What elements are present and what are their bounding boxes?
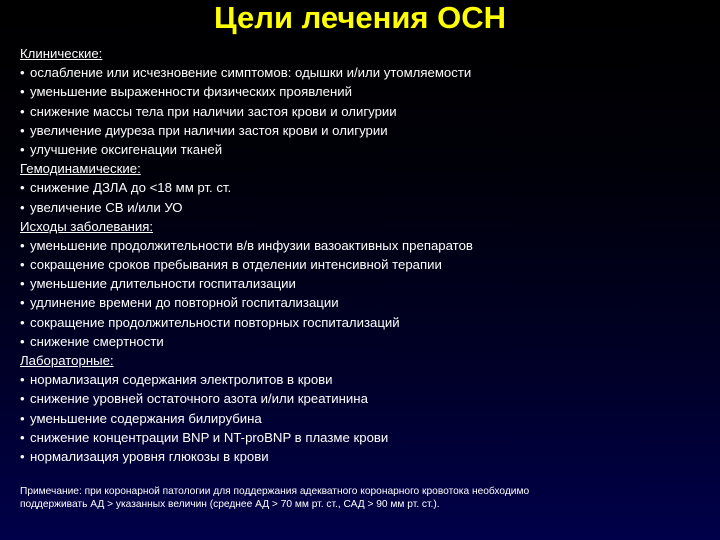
list-item: • удлинение времени до повторной госпитализации	[20, 293, 710, 312]
bullet-icon: •	[20, 141, 25, 157]
bullet-icon: •	[20, 372, 25, 388]
bullet-icon: •	[20, 199, 25, 215]
list-item: • уменьшение продолжительности в/в инфузии вазоактивных препаратов	[20, 236, 710, 255]
bullet-icon: •	[20, 103, 25, 119]
list-item: • увеличение диуреза при наличии застоя крови и олигурии	[20, 121, 710, 140]
bullet-icon: •	[20, 257, 25, 273]
section-title-outcomes: Исходы заболевания:	[20, 218, 154, 234]
bullet-icon: •	[20, 122, 25, 138]
slide-title: Цели лечения ОСН	[214, 0, 506, 35]
list-item: • уменьшение длительности госпитализации	[20, 274, 710, 293]
list-item: • нормализация содержания электролитов в крови	[20, 370, 710, 389]
bullet-icon: •	[20, 333, 25, 349]
section-title-clinical: Клинические:	[20, 46, 103, 61]
list-item: • уменьшение содержания билирубина	[20, 409, 710, 428]
section-title-laboratory: Лабораторные:	[20, 353, 114, 368]
bullet-icon: •	[20, 65, 25, 81]
bullet-icon: •	[20, 237, 25, 253]
footnote-line: Примечание: при коронарной патологии для поддержания адекватного коронарного кровотока необходимо	[20, 486, 530, 497]
list-item: • уменьшение выраженности физических проявлений	[20, 82, 710, 101]
bullet-icon: •	[20, 429, 25, 445]
list-item: • снижение массы тела при наличии застоя крови и олигурии	[20, 102, 710, 121]
bullet-icon: •	[20, 410, 25, 426]
list-item: • увеличение СВ и/или УО	[20, 198, 710, 217]
bullet-icon: •	[20, 180, 25, 196]
list-item: • снижение смертности	[20, 332, 710, 351]
bullet-icon: •	[20, 391, 25, 407]
list-item: • снижение ДЗЛА до <18 мм рт. ст.	[20, 178, 710, 197]
footnote	[20, 485, 710, 511]
bullet-icon: •	[20, 84, 25, 100]
list-item: • улучшение оксигенации тканей	[20, 140, 710, 159]
bullet-icon: •	[20, 295, 25, 311]
list-item: • снижение концентрации BNP и NT-proBNP в плазме крови	[20, 428, 710, 447]
list-item: • сокращение продолжительности повторных госпитализаций	[20, 313, 710, 332]
goals-body	[20, 44, 710, 466]
list-item: • ослабление или исчезновение симптомов: одышки и/или утомляемости	[20, 63, 710, 82]
bullet-icon: •	[20, 314, 25, 330]
section-title-hemodynamic: Гемодинамические:	[20, 161, 141, 177]
footnote-line: поддерживать АД > указанных величин (среднее АД > 70 мм рт. ст., САД > 90 мм рт. ст.).	[20, 499, 440, 510]
bullet-icon: •	[20, 448, 25, 464]
bullet-icon: •	[20, 276, 25, 292]
list-item: • нормализация уровня глюкозы в крови	[20, 447, 710, 466]
list-item: • сокращение сроков пребывания в отделении интенсивной терапии	[20, 255, 710, 274]
list-item: • снижение уровней остаточного азота и/или креатинина	[20, 389, 710, 408]
